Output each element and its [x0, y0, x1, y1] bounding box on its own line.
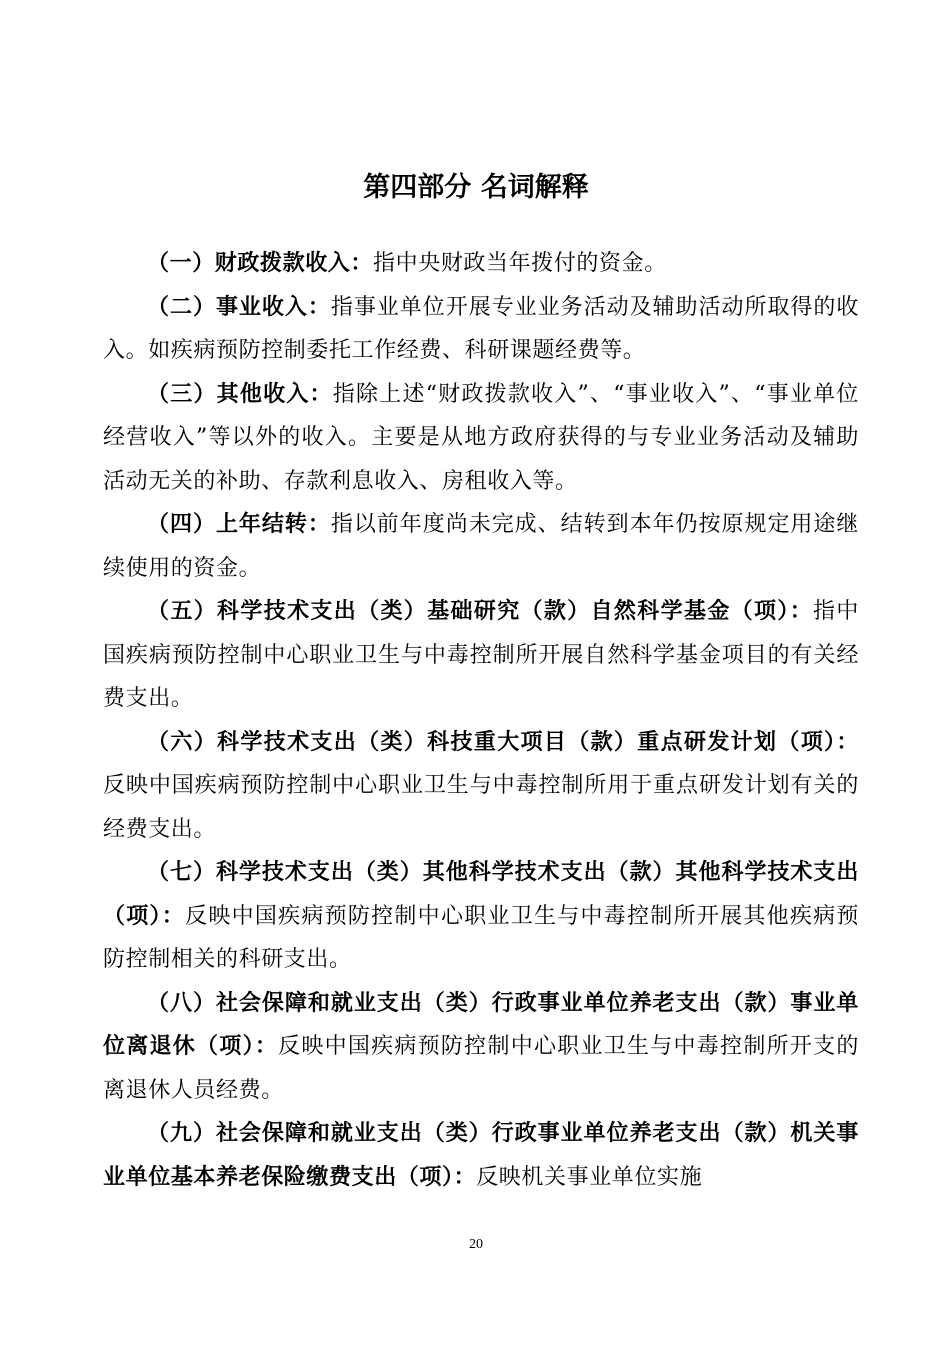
- definition-item: [103, 503, 859, 590]
- definition-term: （四）上年结转：: [147, 512, 331, 537]
- page-number: 20: [469, 1237, 483, 1252]
- definition-term: （一）财政拨款收入：: [147, 251, 374, 276]
- definition-text: 反映中国疾病预防控制中心职业卫生与中毒控制所开支的离退休人员经费。: [103, 1034, 859, 1103]
- definition-term: （五）科学技术支出（类）基础研究（款）自然科学基金（项）：: [147, 599, 814, 624]
- page-title: 第四部分 名词解释: [363, 172, 589, 203]
- definition-text: 反映中国疾病预防控制中心职业卫生与中毒控制所开展其他疾病预防控制相关的科研支出。: [103, 903, 860, 972]
- definition-item: [103, 1112, 859, 1199]
- definition-term: （七）科学技术支出（类）其他科学技术支出（款）其他科学技术支出（项）：: [103, 860, 859, 929]
- definition-text: 指以前年度尚未完成、结转到本年仍按原规定用途继续使用的资金。: [103, 512, 859, 581]
- definition-text: 指除上述“财政拨款收入”、“事业收入”、“事业单位经营收入”等以外的收入。主要是从地方政府获得的与专业业务活动及辅助活动无关的补助、存款利息收入、房租收入等。: [103, 381, 859, 494]
- definition-item: [103, 373, 859, 504]
- definition-item: [103, 286, 859, 373]
- definition-item: [103, 721, 859, 852]
- definition-text: 指中国疾病预防控制中心职业卫生与中毒控制所开展自然科学基金项目的有关经费支出。: [103, 599, 859, 711]
- definition-text: 反映机关事业单位实施: [476, 1164, 703, 1190]
- definition-term: （六）科学技术支出（类）科技重大项目（款）重点研发计划（项）：: [147, 729, 859, 755]
- definition-term: （九）社会保障和就业支出（类）行政事业单位养老支出（款）机关事业单位基本养老保险缴费支出（项）：: [103, 1121, 859, 1190]
- definition-item: [103, 590, 859, 721]
- definition-term: （二）事业收入：: [147, 294, 331, 320]
- definition-item: [103, 982, 859, 1113]
- document-body: [103, 242, 859, 1199]
- definition-item: [103, 851, 859, 982]
- definition-text: 指事业单位开展专业业务活动及辅助活动所取得的收入。如疾病预防控制委托工作经费、科研课题经费等。: [103, 294, 859, 363]
- definition-text: 反映中国疾病预防控制中心职业卫生与中毒控制所用于重点研发计划有关的经费支出。: [103, 773, 859, 842]
- definition-term: （三）其他收入：: [147, 381, 333, 407]
- definition-item: [103, 242, 859, 286]
- definition-term: （八）社会保障和就业支出（类）行政事业单位养老支出（款）事业单位离退休（项）：: [103, 990, 859, 1059]
- definition-text: 指中央财政当年拨付的资金。: [373, 251, 667, 276]
